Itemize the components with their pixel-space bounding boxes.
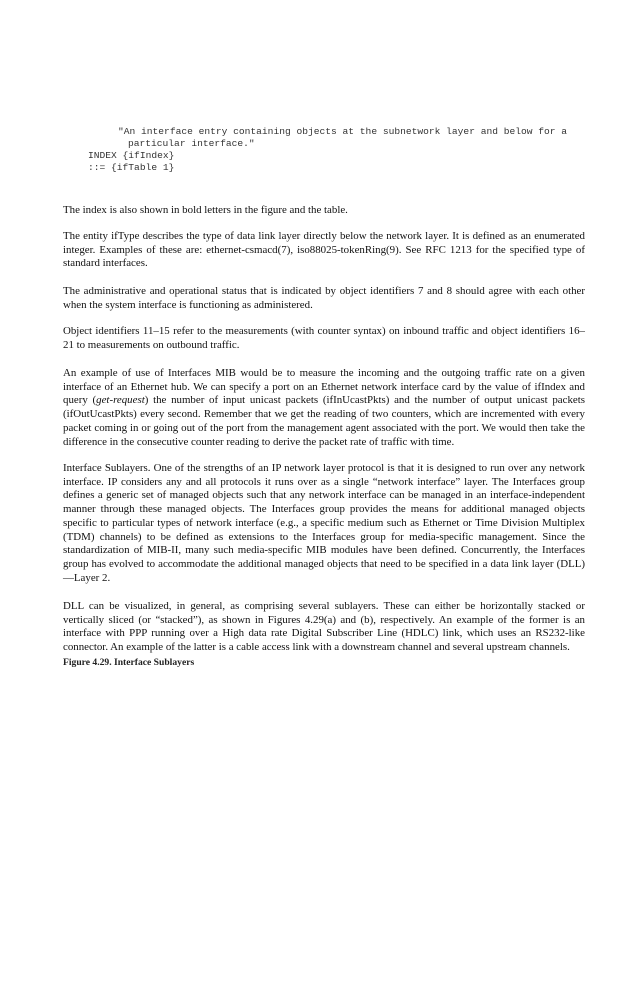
paragraph-iftype: The entity ifType describes the type of data link layer directly below the network layer. It is defined as an enumerated integer. Examples of these are: ethernet-csmacd(7), iso88025-tokenRing(9). See RFC 1213 for the specified type of standard interfaces. — [63, 230, 585, 270]
paragraph-text: An example of use of Interfaces MIB would be to measure the incoming and the outgoing traffic rate on a given interface of an Ethernet hub. We can specify a port on an Ethernet network interface card by the value of ifIndex and query ( — [63, 367, 585, 407]
figure-caption: Figure 4.29. Interface Sublayers — [63, 657, 195, 668]
code-line: INDEX {ifIndex} — [88, 150, 175, 161]
code-line: particular interface." — [128, 138, 255, 149]
paragraph-status: The administrative and operational status that is indicated by object identifiers 7 and 8 should agree with each other when the system interface is functioning as administered. — [63, 285, 585, 311]
paragraph-example — [63, 367, 585, 449]
paragraph-dll: DLL can be visualized, in general, as comprising several sublayers. These can either be horizontally stacked or vertically sliced (or “stacked”), as shown in Figures 4.29(a) and (b), respectively. An example of the former is an interface with PPP running over a High data rate Digital Subscriber Line (HDLC) link, which uses an RS232-like connector. An example of the latter is a cable access link with a downstream channel and several upstream channels. — [63, 600, 585, 654]
code-snippet — [88, 126, 608, 174]
paragraph-interface-sublayers: Interface Sublayers. One of the strengths of an IP network layer protocol is that it is designed to run over any network interface. IP considers any and all protocols it runs over as a single “network interface” layer. The Interfaces group defines a generic set of managed objects such that any network interface can be managed in an interface-independent manner through these managed objects. The Interfaces group provides the means for additional managed objects specific to particular types of network interface (e.g., a specific medium such as Ethernet or Time Division Multiplex (TDM) channels) to be defined as extensions to the Interfaces group for media-specific management. Since the standardization of MIB-II, many such media-specific MIB modules have been defined. Concurrently, the Interfaces group has evolved to accommodate the additional managed objects that need to be specified in a data link layer (DLL)—Layer 2. — [63, 462, 585, 584]
paragraph-text: ) the number of input unicast packets (ifInUcastPkts) and the number of output unicast packets (ifOutUcastPkts) every second. Remember that we get the reading of two counters, which are incremented with every packet coming in or going out of the port from the management agent associated with the port. We would then take the difference in the consecutive counter reading to derive the packet rate of traffic with time. — [63, 394, 585, 448]
code-line: ::= {ifTable 1} — [88, 162, 175, 173]
paragraph-measurements: Object identifiers 11–15 refer to the measurements (with counter syntax) on inbound traffic and object identifiers 16–21 to measurements on outbound traffic. — [63, 325, 585, 351]
paragraph-index-note: The index is also shown in bold letters in the figure and the table. — [63, 204, 348, 216]
code-line: "An interface entry containing objects at the subnetwork layer and below for a — [118, 126, 568, 137]
italic-term: get-request — [96, 394, 145, 407]
